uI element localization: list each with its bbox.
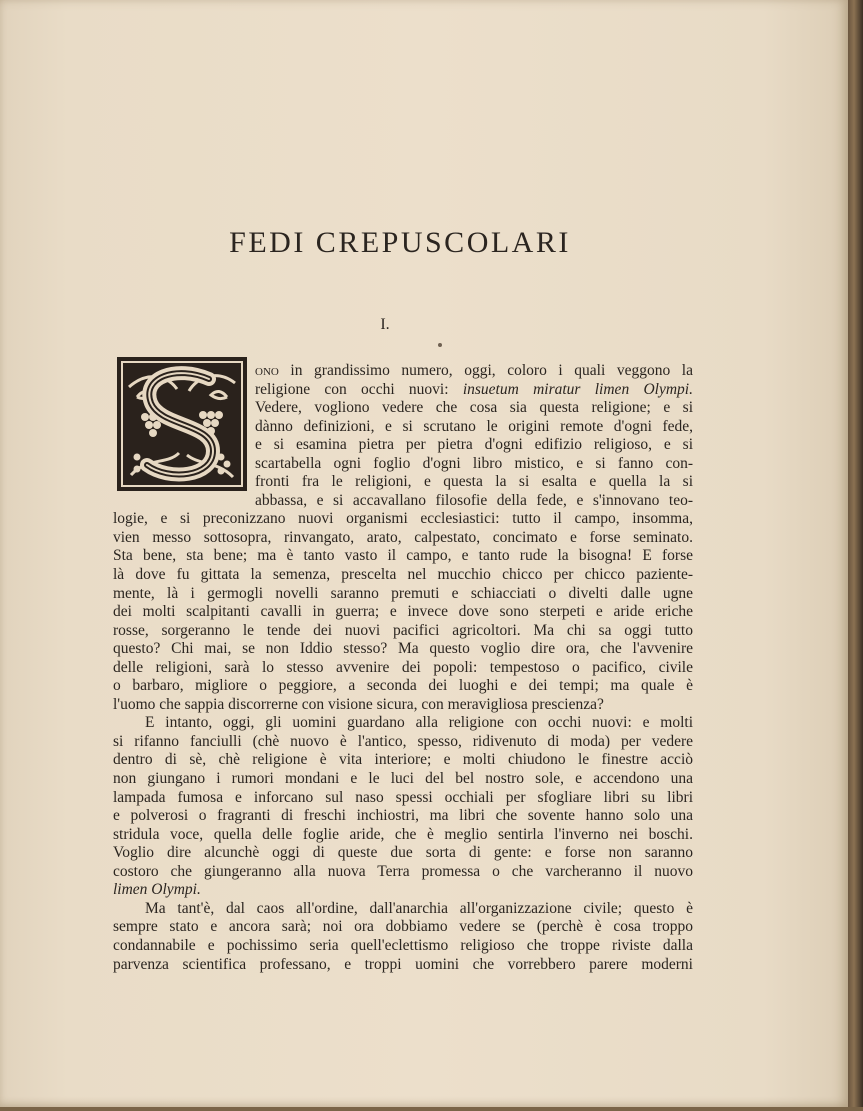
text-line: non giungano i rumori mondani e le luci del bel nostro sole, e accendono una xyxy=(113,770,693,788)
text-line: e si esamina pietra per pietra d'ogni edifizio religioso, e si xyxy=(255,436,693,454)
text-line xyxy=(113,881,693,900)
text-line: Vedere, vogliono vedere che cosa sia questa religione; e si xyxy=(255,399,693,417)
text-line: stridula voce, quella delle foglie aride, che è meglio sentirla l'inverno nei boschi. xyxy=(113,825,693,843)
text-line: o barbaro, migliore o peggiore, a seconda dei luoghi e dei tempi; ma quale è xyxy=(113,677,693,695)
text-line: mente, là i germogli novelli saranno premuti e schiacciati o divelti dalle ugne xyxy=(113,584,693,602)
text-line: ono in grandissimo numero, oggi, coloro i quali veggono la xyxy=(255,362,693,379)
page-bottom-edge xyxy=(0,1107,863,1111)
latin-quote: limen Olympi. xyxy=(113,881,201,899)
text-line: costoro che giungeranno alla nuova Terra promessa o che varcheranno il nuovo xyxy=(113,862,693,880)
text-line: Sta bene, sta bene; ma è tanto vasto il campo, e tanto rude la bisogna! E forse xyxy=(113,547,693,565)
body-text xyxy=(113,362,693,974)
text-line: sempre stato e ancora sarà; noi ora dobbiamo vedere se (perchè è cosa troppo xyxy=(113,918,693,936)
text-line: rosse, sorgeranno le tende dei nuovi pacifici agricoltori. Ma chi sa oggi tutto xyxy=(113,621,693,639)
text-line: parvenza scientifica professano, e troppi uomini che vorrebbero parere moderni xyxy=(113,955,693,973)
page-edge xyxy=(848,0,863,1111)
text-line: dànno definizioni, e si scrutano le origini remote d'ogni fede, xyxy=(255,417,693,435)
text-line: Voglio dire alcunchè oggi di queste due sorta di gente: e forse non saranno xyxy=(113,844,693,862)
text-line: abbassa, e si accavallano filosofie della fede, e s'innovano teo- xyxy=(255,491,693,509)
ink-speck xyxy=(438,343,442,347)
text-line: condannabile e pochissimo seria quell'eclettismo religioso che troppe riviste dalla xyxy=(113,936,693,954)
text-line: delle religioni, sarà lo stesso avvenire dei popoli: tempestoso o pacifico, civile xyxy=(113,658,693,676)
latin-quote: insuetum miratur limen Olympi. xyxy=(462,380,693,398)
text-line: là dove fu gittata la semenza, prescelta nel mucchio chicco per chicco paziente- xyxy=(113,566,693,584)
text-line: vien messo sottosopra, rinvangato, arato, calpestato, concimato e forse seminato. xyxy=(113,528,693,546)
text-line: Ma tant'è, dal caos all'ordine, dall'anarchia all'organizzazione civile; questo è xyxy=(145,899,693,917)
text-line: dentro di sè, chè religione è vita interiore; e molti chiudono le finestre acciò xyxy=(113,751,693,769)
text-line: logie, e si preconizzano nuovi organismi ecclesiastici: tutto il campo, insomma, xyxy=(113,510,693,528)
text-line: religione con occhi nuovi: insuetum miratur limen Olympi. xyxy=(255,380,693,398)
text-line: E intanto, oggi, gli uomini guardano alla religione con occhi nuovi: e molti xyxy=(145,714,693,732)
text-line: questo? Chi mai, se non Iddio stesso? Ma questo voglio dire ora, che l'avvenire xyxy=(113,640,693,658)
text-line: e polverosi o fragranti di freschi inchiostri, ma libri che sovente hanno solo una xyxy=(113,807,693,825)
text-line: si rifanno fanciulli (chè nuovo è l'antico, spesso, ridivenuto di moda) per vedere xyxy=(113,732,693,750)
text-line: fronti fra le religioni, e questa la si esalta e quella la si xyxy=(255,473,693,491)
text-line: l'uomo che sappia discorrerne con visione sicura, con meravigliosa prescienza? xyxy=(113,695,604,713)
small-caps-lead: ono xyxy=(255,362,279,379)
text-line: lampada fumosa e inforcano sul naso spessi occhiali per sfogliare libri su libri xyxy=(113,788,693,806)
text-line: dei molti scalpitanti cavalli in guerra; e invece dove sono sterpeti e aride eriche xyxy=(113,603,693,621)
text-line: scartabella ogni foglio d'ogni libro mistico, e si fanno con- xyxy=(255,454,693,472)
section-number: I. xyxy=(380,316,390,333)
chapter-title: FEDI CREPUSCOLARI xyxy=(229,226,571,259)
